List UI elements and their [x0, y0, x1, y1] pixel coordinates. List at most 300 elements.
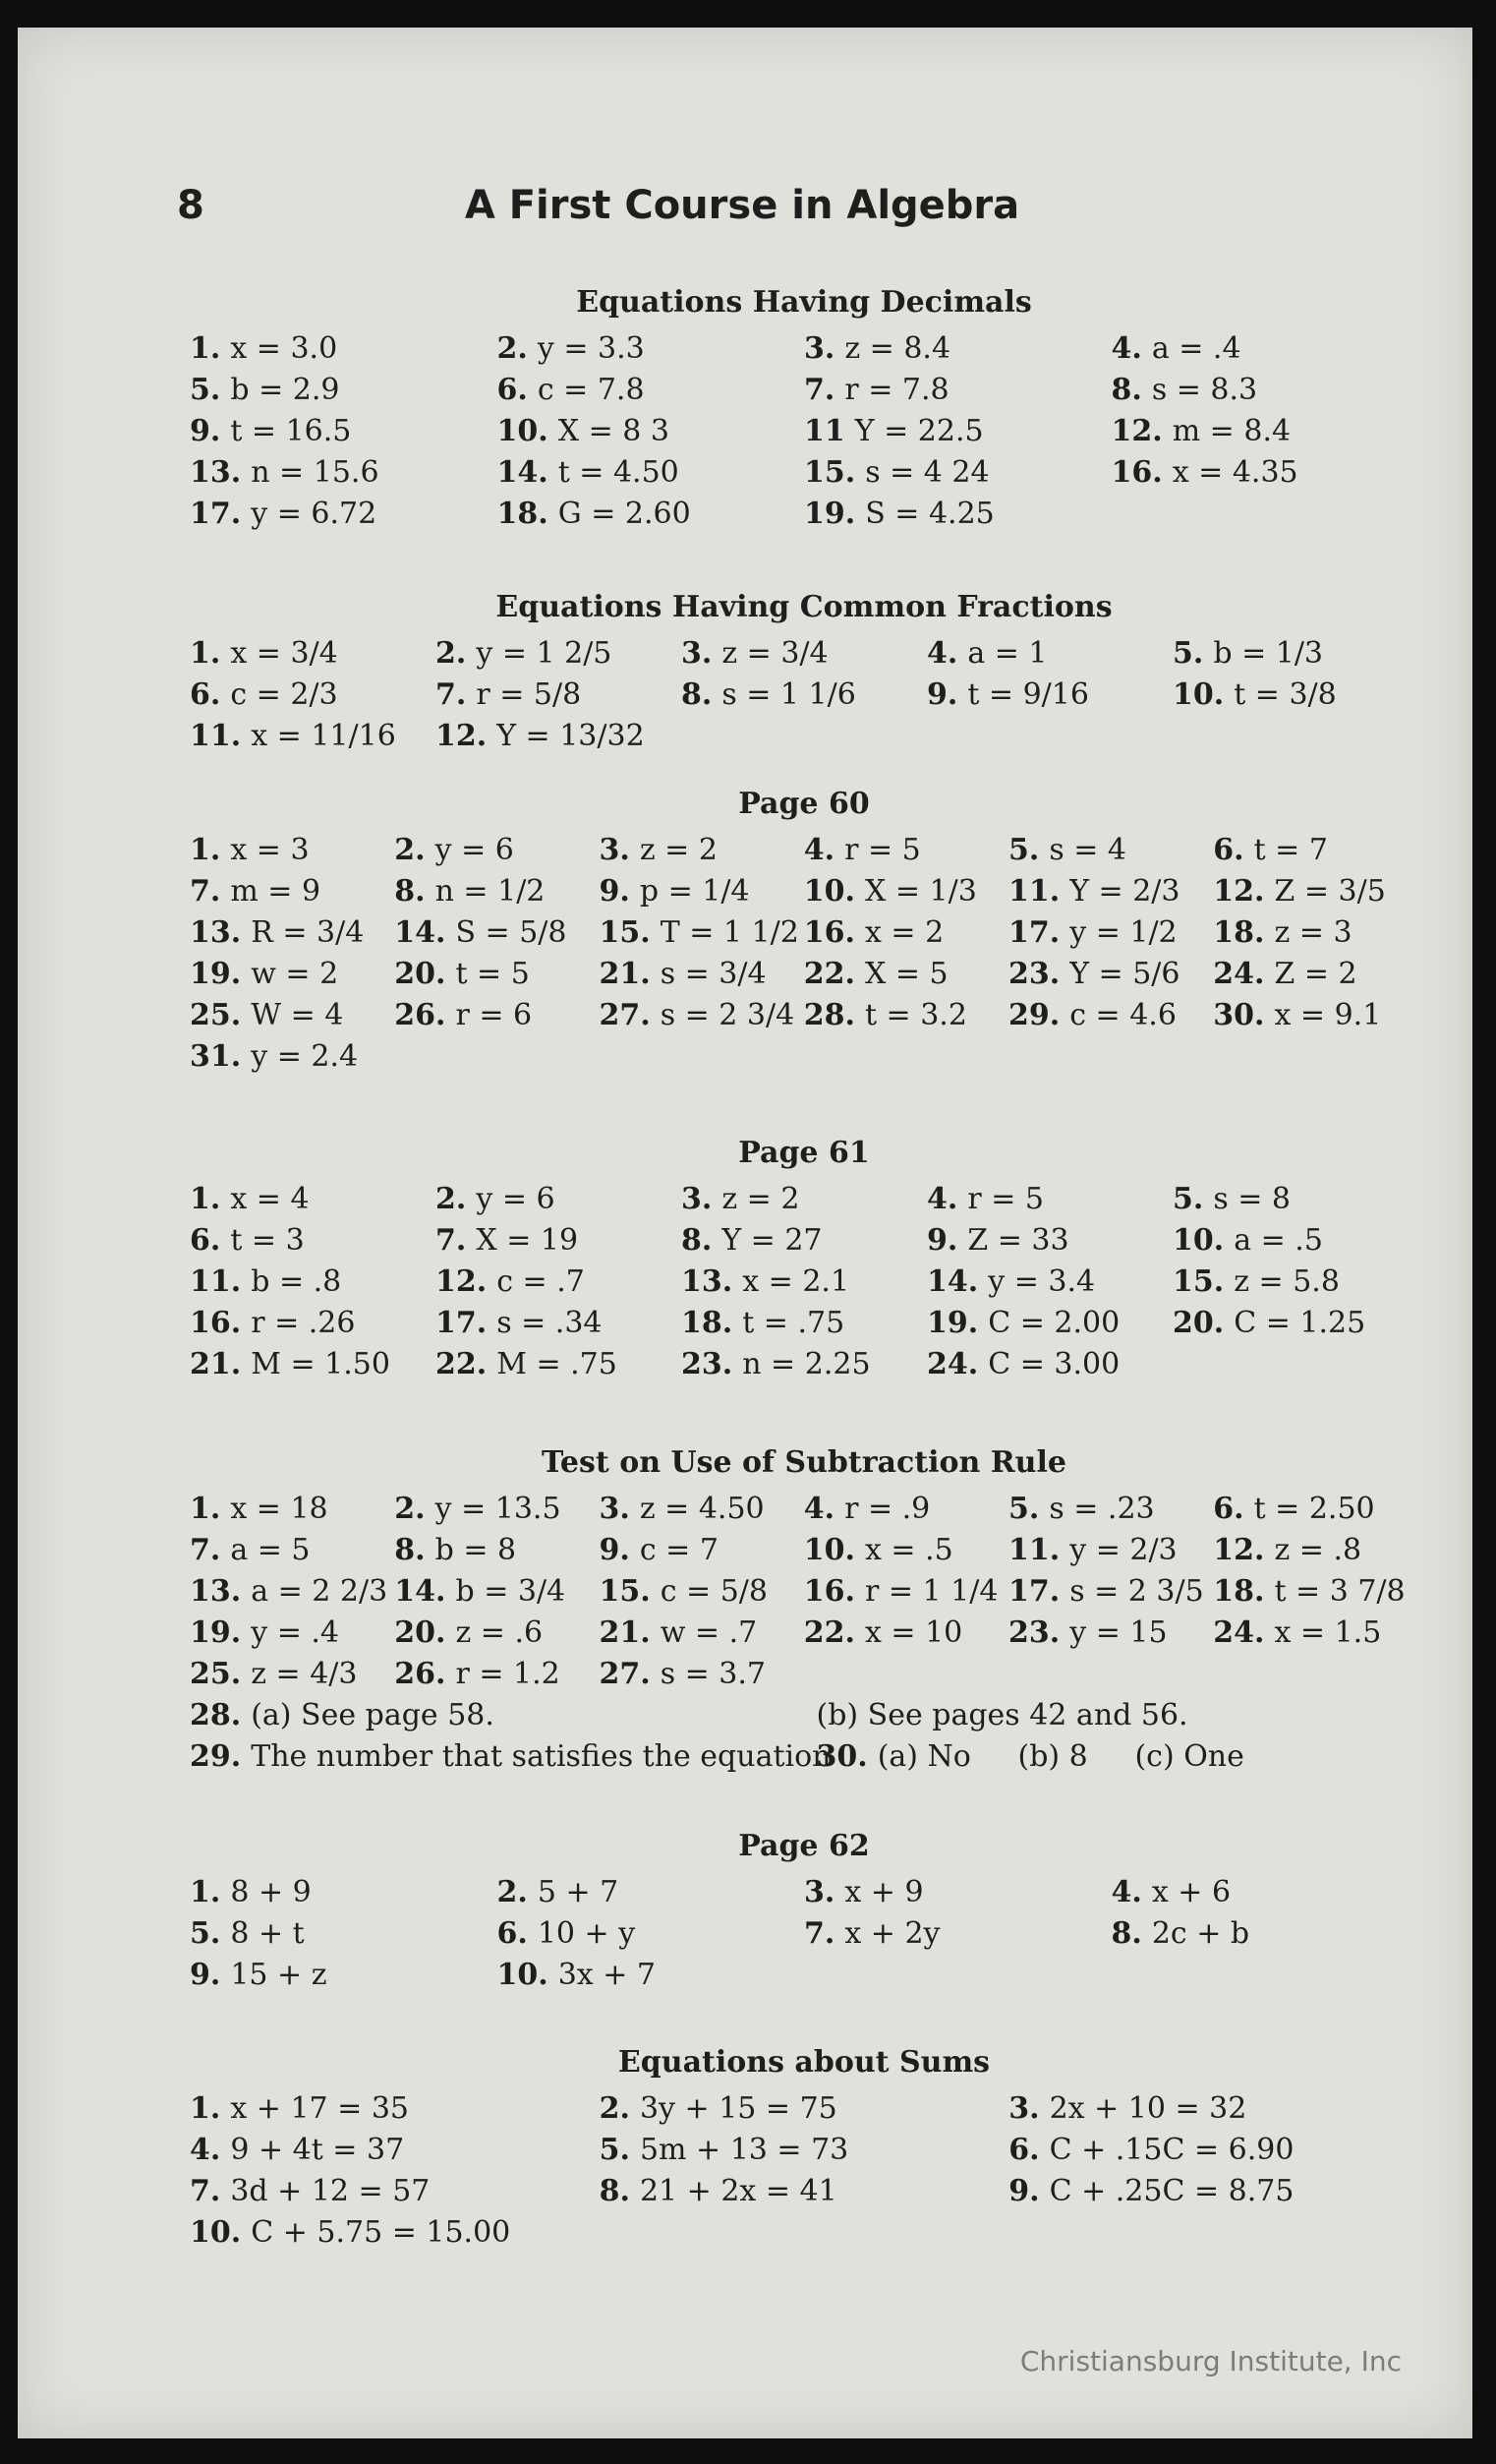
answer-value: T = 1 1/2 — [660, 915, 799, 950]
answer-number: 8. — [681, 677, 713, 712]
answer-value: x = 11/16 — [251, 719, 396, 753]
answer-item — [927, 1344, 1173, 1385]
answer-number: 8. — [394, 874, 426, 909]
answer-value: x + 2y — [844, 1916, 941, 1951]
answer-value: x + 9 — [844, 1875, 924, 1909]
answer-row — [190, 1344, 1418, 1385]
answer-row — [190, 1955, 1418, 1996]
answer-item — [1213, 1530, 1417, 1571]
answer-item — [600, 871, 804, 912]
answer-number: 12. — [435, 719, 488, 753]
answer-item — [804, 871, 1008, 912]
answer-number: 15. — [1173, 1264, 1225, 1299]
answer-number: 12. — [1111, 414, 1163, 448]
answer-number: 29. — [1008, 998, 1061, 1032]
answer-value: w = .7 — [660, 1615, 758, 1650]
answer-item — [804, 1872, 1112, 1913]
answer-value: y = 2.4 — [251, 1039, 359, 1074]
answer-value: X = 8 3 — [557, 414, 669, 448]
answer-value: x = 2 — [864, 915, 945, 950]
answer-item — [1008, 995, 1213, 1036]
answer-number: 6. — [1213, 1492, 1244, 1526]
answer-value: x = 1.5 — [1274, 1615, 1382, 1650]
answer-number: 1. — [190, 636, 221, 671]
answer-number: 13. — [190, 915, 242, 950]
answer-row — [190, 830, 1418, 871]
answer-value: c = 4.6 — [1069, 998, 1177, 1032]
answer-value: t = 3 — [230, 1223, 305, 1258]
answer-number: 28. — [803, 998, 855, 1032]
watermark-text: Christiansburg Institute, Inc — [1019, 2345, 1402, 2377]
answer-number: 1. — [190, 331, 221, 366]
answer-item — [435, 633, 681, 675]
answer-value: x = 2.1 — [742, 1264, 850, 1299]
section-title: Page 62 — [738, 1829, 870, 1863]
answer-item — [394, 1613, 599, 1654]
answer-item — [1173, 1261, 1418, 1303]
answer-item — [190, 716, 435, 757]
answer-value: p = 1/4 — [639, 874, 750, 909]
answer-extra-line — [190, 1736, 1418, 1778]
answer-number: 4. — [190, 2133, 221, 2167]
answer-item — [1008, 2130, 1418, 2171]
answer-number: 14. — [927, 1264, 979, 1299]
answer-item — [1173, 675, 1418, 716]
answer-value: y = .4 — [251, 1615, 339, 1650]
answer-item — [190, 1179, 435, 1220]
answer-item — [190, 370, 497, 411]
answer-value: s = 2 3/5 — [1069, 1574, 1204, 1609]
answer-value: m = 8.4 — [1172, 414, 1292, 448]
answer-item — [1173, 1220, 1418, 1261]
answer-value: W = 4 — [251, 998, 344, 1032]
answer-value: z = 8.4 — [844, 331, 951, 366]
answer-number: 4. — [1111, 1875, 1142, 1909]
answer-value: w = 2 — [251, 957, 339, 991]
answer-item — [600, 2171, 1009, 2212]
answer-value: s = 8 — [1213, 1182, 1292, 1216]
answer-value: t = 16.5 — [230, 414, 352, 448]
answer-number: 1. — [190, 1182, 221, 1216]
answer-value: 5 + 7 — [537, 1875, 619, 1909]
answer-item — [1008, 954, 1213, 995]
answer-value: x = 10 — [864, 1615, 963, 1650]
answer-item — [1008, 1571, 1213, 1613]
answer-item — [190, 1872, 497, 1913]
section-equations-decimals — [190, 283, 1418, 535]
answer-value: m = 9 — [230, 874, 321, 909]
answer-number: 2. — [496, 331, 528, 366]
answer-value: 3d + 12 = 57 — [230, 2174, 431, 2208]
answer-value: t = .75 — [742, 1306, 845, 1340]
answer-item — [600, 1489, 804, 1530]
answer-item — [804, 995, 1008, 1036]
answer-item — [394, 1654, 599, 1695]
answer-number: 20. — [394, 1615, 446, 1650]
answer-item — [681, 675, 927, 716]
section-title: Equations Having Common Fractions — [495, 590, 1113, 624]
answer-number: 21. — [599, 1615, 651, 1650]
answer-value: Y = 27 — [721, 1223, 823, 1258]
answer-number: 11. — [190, 1264, 242, 1299]
answer-item — [600, 954, 804, 995]
answer-number: 10. — [496, 414, 548, 448]
answer-number: 4. — [927, 636, 958, 671]
answer-number: 23. — [681, 1347, 733, 1381]
answer-value: C + .15C = 6.90 — [1049, 2133, 1295, 2167]
answer-value: 2x + 10 = 32 — [1049, 2091, 1247, 2126]
answer-value: y = 1/2 — [1069, 915, 1178, 950]
answer-number: 16. — [803, 1574, 855, 1609]
answer-value: 8 + t — [230, 1916, 305, 1951]
answer-item — [927, 633, 1173, 675]
answer-value: z = 3 — [1274, 915, 1352, 950]
answer-item — [394, 912, 599, 954]
answer-number: 28. — [190, 1698, 242, 1732]
answer-item — [190, 1489, 394, 1530]
answer-item — [600, 1654, 804, 1695]
answer-value: a = 2 2/3 — [251, 1574, 388, 1609]
answer-value: x = 9.1 — [1274, 998, 1382, 1032]
answer-item — [804, 328, 1112, 370]
answer-number: 24. — [927, 1347, 979, 1381]
answer-value: y = 2/3 — [1069, 1533, 1178, 1567]
answer-item — [600, 1613, 804, 1654]
answer-item — [1112, 452, 1419, 494]
answer-item — [497, 370, 805, 411]
answer-number: 9. — [1008, 2174, 1040, 2208]
answer-number: 3. — [599, 833, 630, 867]
answer-value: S = 4.25 — [865, 497, 995, 531]
answer-item — [1213, 1571, 1417, 1613]
answer-value: s = .34 — [496, 1306, 603, 1340]
answer-number: 7. — [190, 2174, 221, 2208]
answer-item — [435, 1261, 681, 1303]
answer-item — [927, 675, 1173, 716]
answer-item — [1213, 1489, 1417, 1530]
answer-item — [1112, 370, 1419, 411]
answer-row — [190, 370, 1418, 411]
section-page-61 — [190, 1134, 1418, 1385]
answer-number: 6. — [1008, 2133, 1040, 2167]
answer-number: 1. — [190, 2091, 221, 2126]
answer-row — [190, 1613, 1418, 1654]
answer-value: y = 1 2/5 — [476, 636, 612, 671]
answer-value: z = 4.50 — [639, 1492, 765, 1526]
answer-number: 8. — [394, 1533, 426, 1567]
answer-value: M = 1.50 — [251, 1347, 390, 1381]
answer-number: 21. — [599, 957, 651, 991]
answer-number: 4. — [927, 1182, 958, 1216]
answer-number: 1. — [190, 1875, 221, 1909]
answer-item — [435, 1220, 681, 1261]
section-page-60 — [190, 785, 1418, 1078]
answer-number: 8. — [681, 1223, 713, 1258]
answer-number: 22. — [803, 1615, 855, 1650]
answer-number: 8. — [599, 2174, 630, 2208]
answer-number: 6. — [496, 1916, 528, 1951]
answer-number: 17. — [190, 497, 242, 531]
answer-number: 2. — [435, 1182, 467, 1216]
answer-item — [497, 1913, 805, 1955]
answer-item — [190, 2088, 600, 2130]
answer-row — [190, 328, 1418, 370]
section-equations-common-fractions — [190, 588, 1418, 757]
answer-item — [1173, 1179, 1418, 1220]
answer-number: 25. — [190, 998, 242, 1032]
answer-item — [1008, 2171, 1418, 2212]
answer-value: n = 1/2 — [434, 874, 546, 909]
answer-item — [1112, 1872, 1419, 1913]
answer-item — [681, 633, 927, 675]
answer-row — [190, 633, 1418, 675]
answer-number: 29. — [190, 1739, 242, 1774]
answer-number: 2. — [394, 833, 426, 867]
answer-number: 17. — [1008, 915, 1061, 950]
answer-item — [190, 830, 394, 871]
answer-number: 9. — [927, 677, 958, 712]
answer-value: z = .8 — [1274, 1533, 1362, 1567]
answer-number: 24. — [1213, 957, 1265, 991]
answer-item — [600, 2088, 1009, 2130]
answer-row — [190, 954, 1418, 995]
answer-number: 2. — [394, 1492, 426, 1526]
answer-number: 2. — [599, 2091, 630, 2126]
answer-item — [190, 1220, 435, 1261]
answer-value: 3y + 15 = 75 — [639, 2091, 837, 2126]
answer-value: 8 + 9 — [230, 1875, 312, 1909]
answer-value: Z = 2 — [1274, 957, 1357, 991]
answer-number: 12. — [1213, 874, 1265, 909]
answer-value: r = 6 — [455, 998, 533, 1032]
answer-number: 6. — [1213, 833, 1244, 867]
answer-value: x + 6 — [1151, 1875, 1232, 1909]
section-title: Equations Having Decimals — [576, 285, 1032, 320]
answer-number: 4. — [1111, 331, 1142, 366]
answer-number: 26. — [394, 1657, 446, 1691]
answer-value: y = 3.3 — [537, 331, 645, 366]
answer-number: 3. — [804, 1875, 835, 1909]
answer-value: z = 2 — [639, 833, 718, 867]
answer-value: x = 3.0 — [230, 331, 338, 366]
answer-number: 18. — [681, 1306, 733, 1340]
answer-number: 2. — [496, 1875, 528, 1909]
answer-number: 12. — [435, 1264, 488, 1299]
answer-value: y = 6.72 — [251, 497, 377, 531]
answer-value: a = 5 — [230, 1533, 311, 1567]
answer-number: 16. — [190, 1306, 242, 1340]
answer-value: z = .6 — [455, 1615, 544, 1650]
answer-value: r = 1 1/4 — [864, 1574, 999, 1609]
answer-value: t = 4.50 — [557, 455, 679, 490]
answer-row — [190, 2088, 1418, 2130]
answer-number: 5. — [1173, 636, 1204, 671]
answer-item — [600, 912, 804, 954]
answer-value: b = 8 — [434, 1533, 517, 1567]
answer-item — [927, 1261, 1173, 1303]
answer-item — [600, 830, 804, 871]
answer-number: 19. — [190, 1615, 242, 1650]
answer-value: y = 15 — [1069, 1615, 1168, 1650]
answer-item — [600, 1530, 804, 1571]
answer-value: c = 7.8 — [537, 373, 645, 407]
answer-number: 19. — [927, 1306, 979, 1340]
answer-number: 23. — [1008, 957, 1061, 991]
answer-number: 27. — [599, 1657, 651, 1691]
answer-value: r = .26 — [251, 1306, 356, 1340]
book-page — [18, 28, 1472, 2438]
answer-number: 17. — [435, 1306, 488, 1340]
answer-row — [190, 1913, 1418, 1955]
answer-number: 20. — [394, 957, 446, 991]
answer-value: b = 2.9 — [230, 373, 340, 407]
answer-value: b = 3/4 — [455, 1574, 566, 1609]
answer-item — [190, 1654, 394, 1695]
answer-value: b = 1/3 — [1213, 636, 1324, 671]
answer-value: C + 5.75 = 15.00 — [251, 2215, 511, 2250]
answer-value: y = 6 — [476, 1182, 555, 1216]
answer-item — [190, 1530, 394, 1571]
answer-value: M = .75 — [496, 1347, 617, 1381]
answer-row — [190, 912, 1418, 954]
answer-value: x = 3/4 — [230, 636, 338, 671]
answer-value: s = 2 3/4 — [660, 998, 795, 1032]
answer-row — [190, 494, 1418, 535]
answer-item — [190, 995, 394, 1036]
answer-value: C = 3.00 — [988, 1347, 1121, 1381]
answer-item — [394, 1571, 599, 1613]
answer-item — [804, 1530, 1008, 1571]
answer-number: 22. — [803, 957, 855, 991]
answer-item — [804, 1571, 1008, 1613]
answer-item — [804, 830, 1008, 871]
answer-item — [1008, 830, 1213, 871]
answer-item — [394, 1530, 599, 1571]
answer-item — [681, 1303, 927, 1344]
answer-item — [435, 716, 681, 757]
answer-value: t = 2.50 — [1253, 1492, 1375, 1526]
answer-item — [190, 1303, 435, 1344]
answer-number: 10. — [803, 874, 855, 909]
answer-number: 8. — [1111, 373, 1142, 407]
answer-value: t = 3 7/8 — [1274, 1574, 1406, 1609]
answer-row — [190, 2171, 1418, 2212]
answer-value: 3x + 7 — [557, 1958, 657, 1992]
answer-value: Y = 5/6 — [1069, 957, 1180, 991]
answer-number: 31. — [190, 1039, 242, 1074]
answer-value: R = 3/4 — [251, 915, 365, 950]
answer-item — [435, 675, 681, 716]
answer-item — [190, 1344, 435, 1385]
answer-value: Y = 22.5 — [854, 414, 984, 448]
answer-value: c = 2/3 — [230, 677, 338, 712]
answer-number: 13. — [190, 455, 242, 490]
answer-value: s = 4 24 — [865, 455, 990, 490]
answer-item — [1213, 954, 1417, 995]
answer-item — [927, 1303, 1173, 1344]
answer-item — [600, 1571, 804, 1613]
section-page-62 — [190, 1827, 1418, 1996]
answer-row — [190, 995, 1418, 1036]
answer-item — [1173, 633, 1418, 675]
answer-number: 1. — [190, 833, 221, 867]
section-title: Test on Use of Subtraction Rule — [542, 1445, 1066, 1480]
answer-number: 3. — [599, 1492, 630, 1526]
answer-value: a = .4 — [1151, 331, 1241, 366]
answer-item — [1008, 1489, 1213, 1530]
answer-value: t = 9/16 — [967, 677, 1089, 712]
answer-item — [190, 2130, 600, 2171]
answer-number: 7. — [435, 677, 467, 712]
answer-number: 9. — [927, 1223, 958, 1258]
answer-value: z = 4/3 — [251, 1657, 358, 1691]
answer-row — [190, 1220, 1418, 1261]
answer-item — [190, 2171, 600, 2212]
answer-row — [190, 411, 1418, 452]
answer-item — [1008, 1613, 1213, 1654]
answer-item — [1008, 1530, 1213, 1571]
answer-item — [804, 370, 1112, 411]
answer-number: 6. — [496, 373, 528, 407]
answer-row — [190, 1261, 1418, 1303]
answer-item — [804, 912, 1008, 954]
answer-value: 10 + y — [537, 1916, 636, 1951]
answer-value: r = 5/8 — [476, 677, 582, 712]
answer-item — [190, 954, 394, 995]
answer-number: 26. — [394, 998, 446, 1032]
answer-value: G = 2.60 — [557, 497, 691, 531]
answer-value: a = 1 — [967, 636, 1048, 671]
answer-item — [1008, 2088, 1418, 2130]
answer-item — [190, 494, 497, 535]
answer-row — [190, 1571, 1418, 1613]
answer-item — [497, 452, 805, 494]
answer-number: 27. — [599, 998, 651, 1032]
answer-number: 30. — [816, 1739, 868, 1774]
answer-item — [600, 2130, 1009, 2171]
answer-number: 5. — [190, 373, 221, 407]
answer-number: 5. — [1173, 1182, 1204, 1216]
answer-number: 9. — [190, 414, 221, 448]
answer-number: 13. — [681, 1264, 733, 1299]
answer-item — [1112, 1913, 1419, 1955]
answer-number: 5. — [599, 2133, 630, 2167]
answer-value: 9 + 4t = 37 — [230, 2133, 405, 2167]
answer-value: z = 3/4 — [721, 636, 829, 671]
answer-number: 19. — [804, 497, 856, 531]
answer-number: 10. — [496, 1958, 548, 1992]
answer-row — [190, 1036, 1418, 1078]
answer-item — [1213, 995, 1417, 1036]
answer-item — [190, 328, 497, 370]
answer-number: 3. — [1008, 2091, 1040, 2126]
answer-item — [190, 2212, 600, 2254]
answer-number: 7. — [190, 874, 221, 909]
answer-item — [681, 1179, 927, 1220]
answer-value: The number that satisfies the equation — [251, 1739, 832, 1774]
answer-item — [804, 1913, 1112, 1955]
answer-number: 10. — [190, 2215, 242, 2250]
answer-number: 11 — [804, 414, 845, 448]
answer-number: 10. — [1173, 677, 1225, 712]
answer-item — [804, 1613, 1008, 1654]
answer-item — [600, 995, 804, 1036]
answer-number: 4. — [803, 1492, 835, 1526]
answer-item — [497, 1872, 805, 1913]
answer-row — [190, 716, 1418, 757]
answer-item — [394, 1489, 599, 1530]
answer-item — [435, 1344, 681, 1385]
